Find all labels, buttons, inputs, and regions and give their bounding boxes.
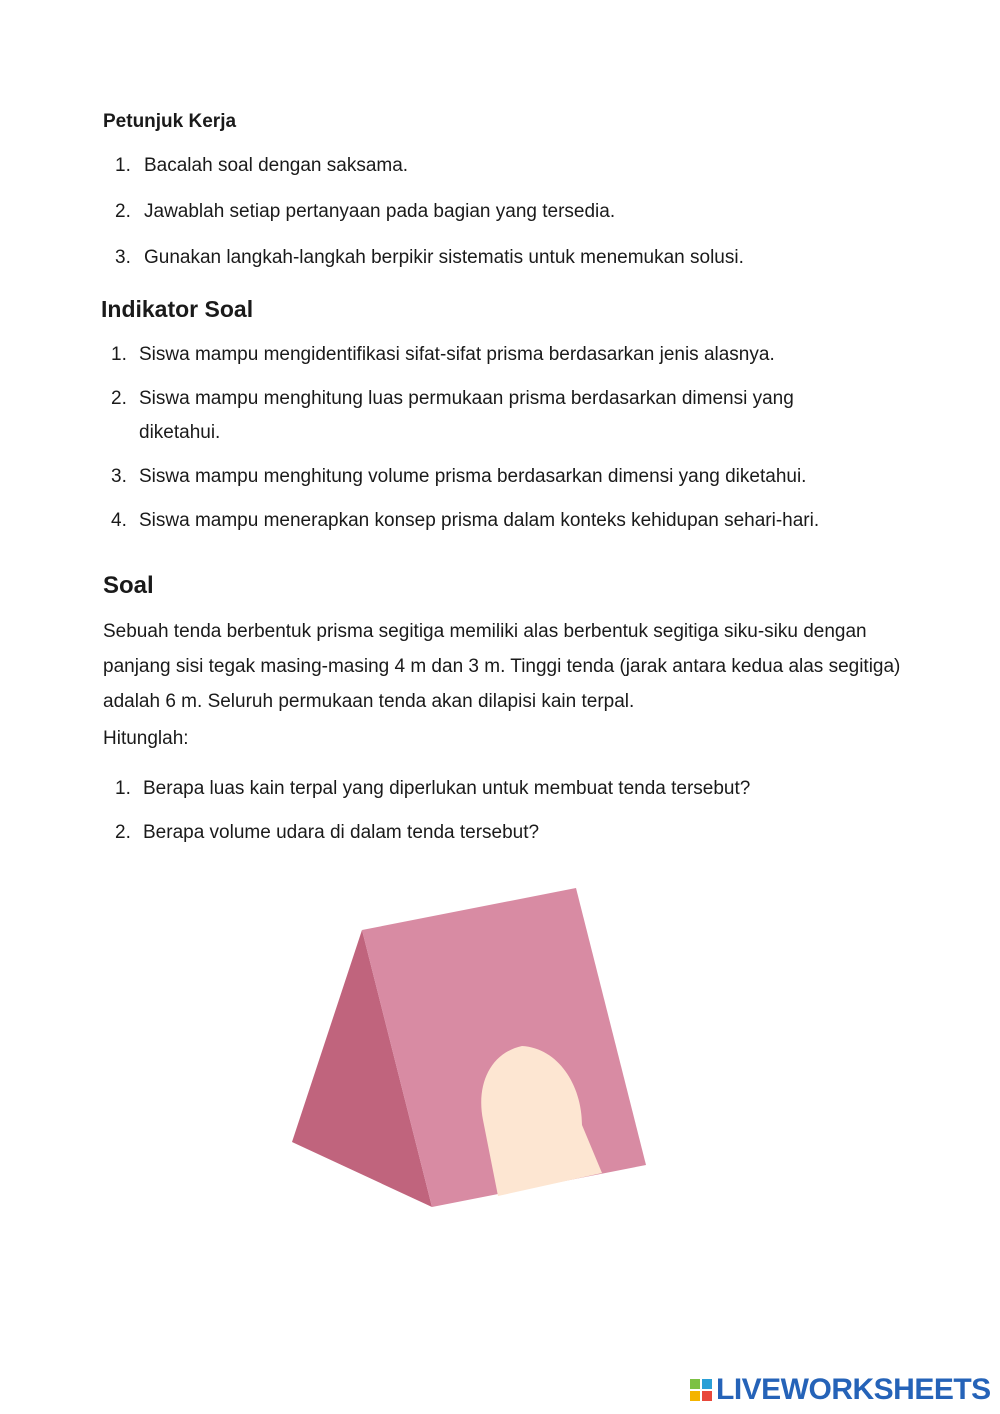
- list-item: 4. Siswa mampu menerapkan konsep prisma dalam konteks kehidupan sehari-hari.: [111, 510, 820, 531]
- problem-prompt: Hitunglah:: [103, 728, 189, 749]
- logo-mark-icon: [690, 1379, 712, 1401]
- problem-paragraph: Sebuah tenda berbentuk prisma segitiga memiliki alas berbentuk segitiga siku-siku dengan panjang sisi tegak masing-masing 4 m dan 3 m. Tinggi tenda (jarak antara kedua alas segitiga) adalah 6 m. Seluruh permukaan tenda akan dilapisi kain terpal.: [103, 621, 901, 712]
- tent-icon: [285, 880, 655, 1210]
- problem-heading: Soal: [103, 572, 154, 599]
- list-item: 1. Bacalah soal dengan saksama.: [115, 155, 409, 176]
- list-item: 2. Siswa mampu menghitung luas permukaan prisma berdasarkan dimensi yang diketahui.: [111, 388, 794, 443]
- list-item: 2. Jawablah setiap pertanyaan pada bagian yang tersedia.: [115, 201, 616, 222]
- logo-text: LIVEWORKSHEETS: [716, 1373, 991, 1406]
- questions-list: [115, 772, 915, 860]
- list-item: 1. Berapa luas kain terpal yang diperlukan untuk membuat tenda tersebut?: [115, 778, 751, 799]
- list-item: 3. Gunakan langkah-langkah berpikir sistematis untuk menemukan solusi.: [115, 247, 744, 268]
- list-item: 1. Siswa mampu mengidentifikasi sifat-sifat prisma berdasarkan jenis alasnya.: [111, 344, 775, 365]
- instructions-list: [115, 149, 915, 287]
- list-item: 2. Berapa volume udara di dalam tenda tersebut?: [115, 822, 540, 843]
- indicators-list: [111, 338, 871, 548]
- list-item: 3. Siswa mampu menghitung volume prisma berdasarkan dimensi yang diketahui.: [111, 466, 807, 487]
- instructions-heading: Petunjuk Kerja: [103, 111, 237, 132]
- liveworksheets-logo: [690, 1372, 991, 1408]
- indicators-heading: Indikator Soal: [101, 296, 254, 322]
